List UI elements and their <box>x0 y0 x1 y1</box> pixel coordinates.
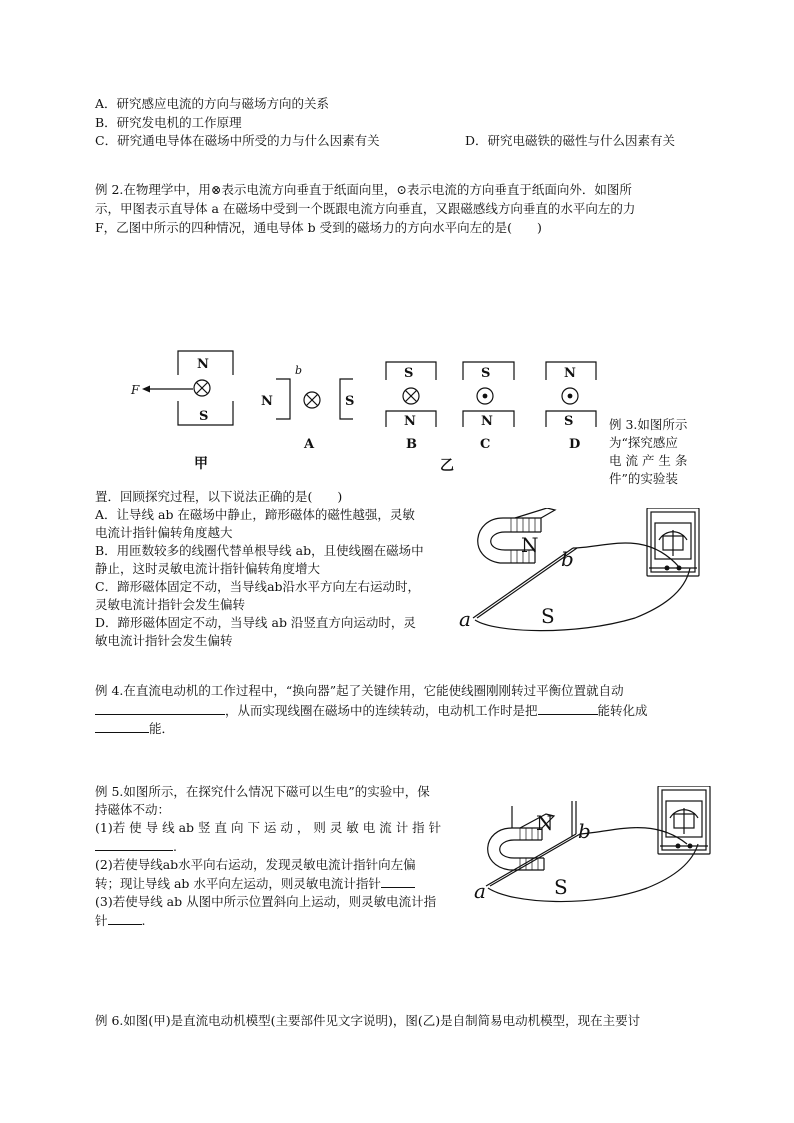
ex5-sub1-b <box>95 838 177 855</box>
ex3-option-a1: A．让导线 ab 在磁场中静止，蹄形磁体的磁性越强，灵敏 <box>95 507 415 522</box>
ex3-side-2: 为“探究感应 <box>609 435 678 450</box>
option-b: B．研究发电机的工作原理 <box>95 115 242 130</box>
ex5-sub3-b <box>95 912 146 929</box>
option-c: C．研究通电导体在磁场中所受的力与什么因素有关 <box>95 133 380 148</box>
ex5-sub3-end: . <box>141 913 146 928</box>
ex3-option-d1: D．蹄形磁体固定不动，当导线 ab 沿竖直方向运动时，灵 <box>95 615 416 630</box>
ex3-side-3: 电 流 产 生 条 <box>609 453 688 468</box>
label-a: A <box>304 437 315 452</box>
ex4-blank-2[interactable] <box>538 702 598 715</box>
jia-n-label: N <box>197 357 209 372</box>
ex2-magnet-figure <box>128 345 608 480</box>
a-s-label: S <box>345 394 355 409</box>
ex6-line-1: 例 6.如图(甲)是直流电动机模型(主要部件见文字说明)，图(乙)是自制简易电动机模型，现在主要讨 <box>95 1013 641 1028</box>
ex5-line-2: 持磁体不动： <box>95 802 171 817</box>
ex2-line-2: 示，甲图表示直导体 a 在磁场中受到一个既跟电流方向垂直，又跟磁感线方向垂直的水平向左的力 <box>95 201 636 216</box>
jia-s-label: S <box>199 409 209 424</box>
option-d: D．研究电磁铁的磁性与什么因素有关 <box>465 133 676 148</box>
ex3-option-b1: B．用匝数较多的线圈代替单根导线 ab，且使线圈在磁场中 <box>95 543 424 558</box>
ex2-line-1: 例 2.在物理学中，用⊗表示电流方向垂直于纸面向里，⊙表示电流的方向垂直于纸面向外．如图所 <box>95 182 632 197</box>
ex5-sub2-b <box>95 875 415 892</box>
ex5-line-1: 例 5.如图所示，在探究什么情况下磁可以生电”的实验中，保 <box>95 784 430 799</box>
ex5-blank-1[interactable] <box>95 838 173 851</box>
ex5-sub2-a: (2)若使导线ab水平向右运动，发现灵敏电流计指针向左偏 <box>95 857 416 872</box>
ex4-line-3 <box>95 720 174 737</box>
ex3-n-label: N <box>521 533 539 557</box>
label-b: B <box>406 437 417 452</box>
ex4-text-2c: 能转化成 <box>597 703 648 718</box>
a-n-label: N <box>261 394 273 409</box>
b-n-label: N <box>404 414 416 429</box>
ex4-text-2b: ，从而实现线圈在磁场中的连续转动，电动机工作时是把 <box>225 703 538 718</box>
label-yi: 乙 <box>440 458 454 474</box>
ex3-apparatus-figure <box>455 508 705 638</box>
ex5-b-label: b <box>578 819 591 843</box>
ex5-sub2-text: 转；现让导线 ab 水平向左运动，则灵敏电流计指针 <box>95 876 381 891</box>
label-c: C <box>480 437 491 452</box>
d-s-label: S <box>564 414 574 429</box>
ex3-side-1: 例 3.如图所示 <box>609 417 688 432</box>
ex2-line-3: F，乙图中所示的四种情况，通电导体 b 受到的磁场力的方向水平向左的是( ) <box>95 220 542 235</box>
ex4-text-3: 能． <box>149 721 175 736</box>
d-n-label: N <box>564 366 576 381</box>
conductor-b-label: b <box>295 364 303 377</box>
ex5-sub1-a: (1)若 使 导 线 ab 竖 直 向 下 运 动 ， 则 灵 敏 电 流 计 指 针 <box>95 820 442 835</box>
ex3-line-1: 置．回顾探究过程，以下说法正确的是( ) <box>95 489 343 504</box>
ex5-apparatus-figure <box>472 786 722 911</box>
ex3-option-b2: 静止，这时灵敏电流计指针偏转角度增大 <box>95 561 321 576</box>
ex5-blank-3[interactable] <box>108 912 142 925</box>
c-s-label: S <box>481 366 491 381</box>
force-f-label: F <box>131 383 140 397</box>
ex5-sub3-text: 针 <box>95 913 108 928</box>
ex3-side-4: 件”的实验装 <box>609 471 678 486</box>
label-d: D <box>569 437 581 452</box>
ex5-n-label: N <box>536 811 554 835</box>
ex3-option-c1: C．蹄形磁体固定不动，当导线ab沿水平方向左右运动时， <box>95 579 421 594</box>
option-a: A．研究感应电流的方向与磁场方向的关系 <box>95 96 330 111</box>
ex5-blank-2[interactable] <box>381 875 415 888</box>
ex3-s-label: S <box>541 604 555 628</box>
ex3-option-c2: 灵敏电流计指针会发生偏转 <box>95 597 246 612</box>
ex4-line-2 <box>95 702 648 719</box>
ex5-a-label: a <box>474 879 486 903</box>
label-jia: 甲 <box>194 456 208 472</box>
ex4-blank-3[interactable] <box>95 720 149 733</box>
ex4-blank-1[interactable] <box>95 702 225 715</box>
ex3-a-label: a <box>459 607 471 631</box>
c-n-label: N <box>481 414 493 429</box>
ex5-sub1-end: . <box>173 839 177 854</box>
ex3-b-label: b <box>561 547 574 571</box>
b-s-label: S <box>404 366 414 381</box>
ex5-s-label: S <box>554 875 568 899</box>
ex3-option-d2: 敏电流计指针会发生偏转 <box>95 633 233 648</box>
ex3-option-a2: 电流计指针偏转角度越大 <box>95 525 233 540</box>
ex5-sub3-a: (3)若使导线 ab 从图中所示位置斜向上运动，则灵敏电流计指 <box>95 894 437 909</box>
ex4-line-1: 例 4.在直流电动机的工作过程中，“换向器”起了关键作用，它能使线圈刚刚转过平衡位置就自动 <box>95 683 624 698</box>
